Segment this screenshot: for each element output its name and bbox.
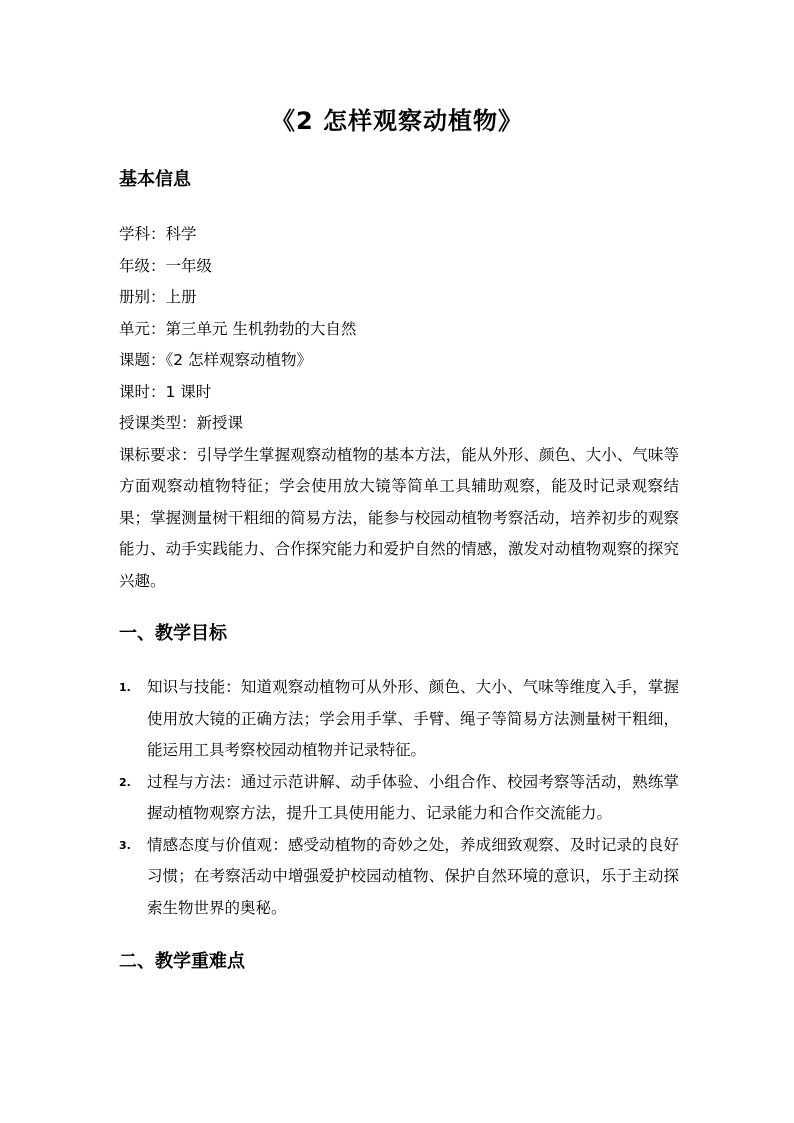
teaching-objectives-heading: 一、教学目标 xyxy=(119,623,227,644)
subject-line: 学科：科学 xyxy=(119,225,197,243)
list-item-number: 1. xyxy=(119,681,131,694)
hours-line: 课时：1 课时 xyxy=(119,382,212,401)
list-item-number: 2. xyxy=(119,775,131,789)
list-item-text: 过程与方法：通过示范讲解、动手体验、小组合作、校园考察等活动，熟练掌握动植物观察方法，提升工具使用能力、记录能力和合作交流能力。 xyxy=(147,772,679,822)
lesson-line: 课题：《2 怎样观察动植物》 xyxy=(119,351,313,369)
document-title: 《2 怎样观察动植物》 xyxy=(270,107,524,135)
objectives-list xyxy=(119,672,679,924)
grade-line: 年级：一年级 xyxy=(119,256,213,275)
list-item-text: 知识与技能：知道观察动植物可从外形、颜色、大小、气味等维度入手，掌握使用放大镜的正确方法；学会用手掌、手臂、绳子等简易方法测量树干粗细，能运用工具考察校园动植物并记录特征。 xyxy=(147,678,679,759)
list-item-text: 情感态度与价值观：感受动植物的奇妙之处，养成细致观察、及时记录的良好习惯；在考察活动中增强爱护校园动植物、保护自然环境的意识，乐于主动探索生物世界的奥秘。 xyxy=(147,835,679,917)
basic-info-block xyxy=(119,219,679,597)
basic-info-heading: 基本信息 xyxy=(119,169,191,190)
list-item xyxy=(119,767,679,830)
curriculum-standard-paragraph: 课标要求：引导学生掌握观察动植物的基本方法，能从外形、颜色、大小、气味等方面观察动植物特征；学会使用放大镜等简单工具辅助观察，能及时记录观察结果；掌握测量树干粗细的简易方法，能参与校园动植物考察活动，培养初步的观察能力、动手实践能力、合作探究能力和爱护自然的情感，激发对动植物观察的探究兴趣。 xyxy=(119,445,679,590)
list-item xyxy=(119,672,679,767)
list-item xyxy=(119,830,679,925)
volume-line: 册别：上册 xyxy=(119,288,197,306)
list-item-number: 3. xyxy=(119,838,131,852)
key-difficult-points-heading: 二、教学重难点 xyxy=(119,951,245,972)
type-line: 授课类型：新授课 xyxy=(119,414,244,432)
unit-line: 单元：第三单元 生机勃勃的大自然 xyxy=(119,319,357,338)
